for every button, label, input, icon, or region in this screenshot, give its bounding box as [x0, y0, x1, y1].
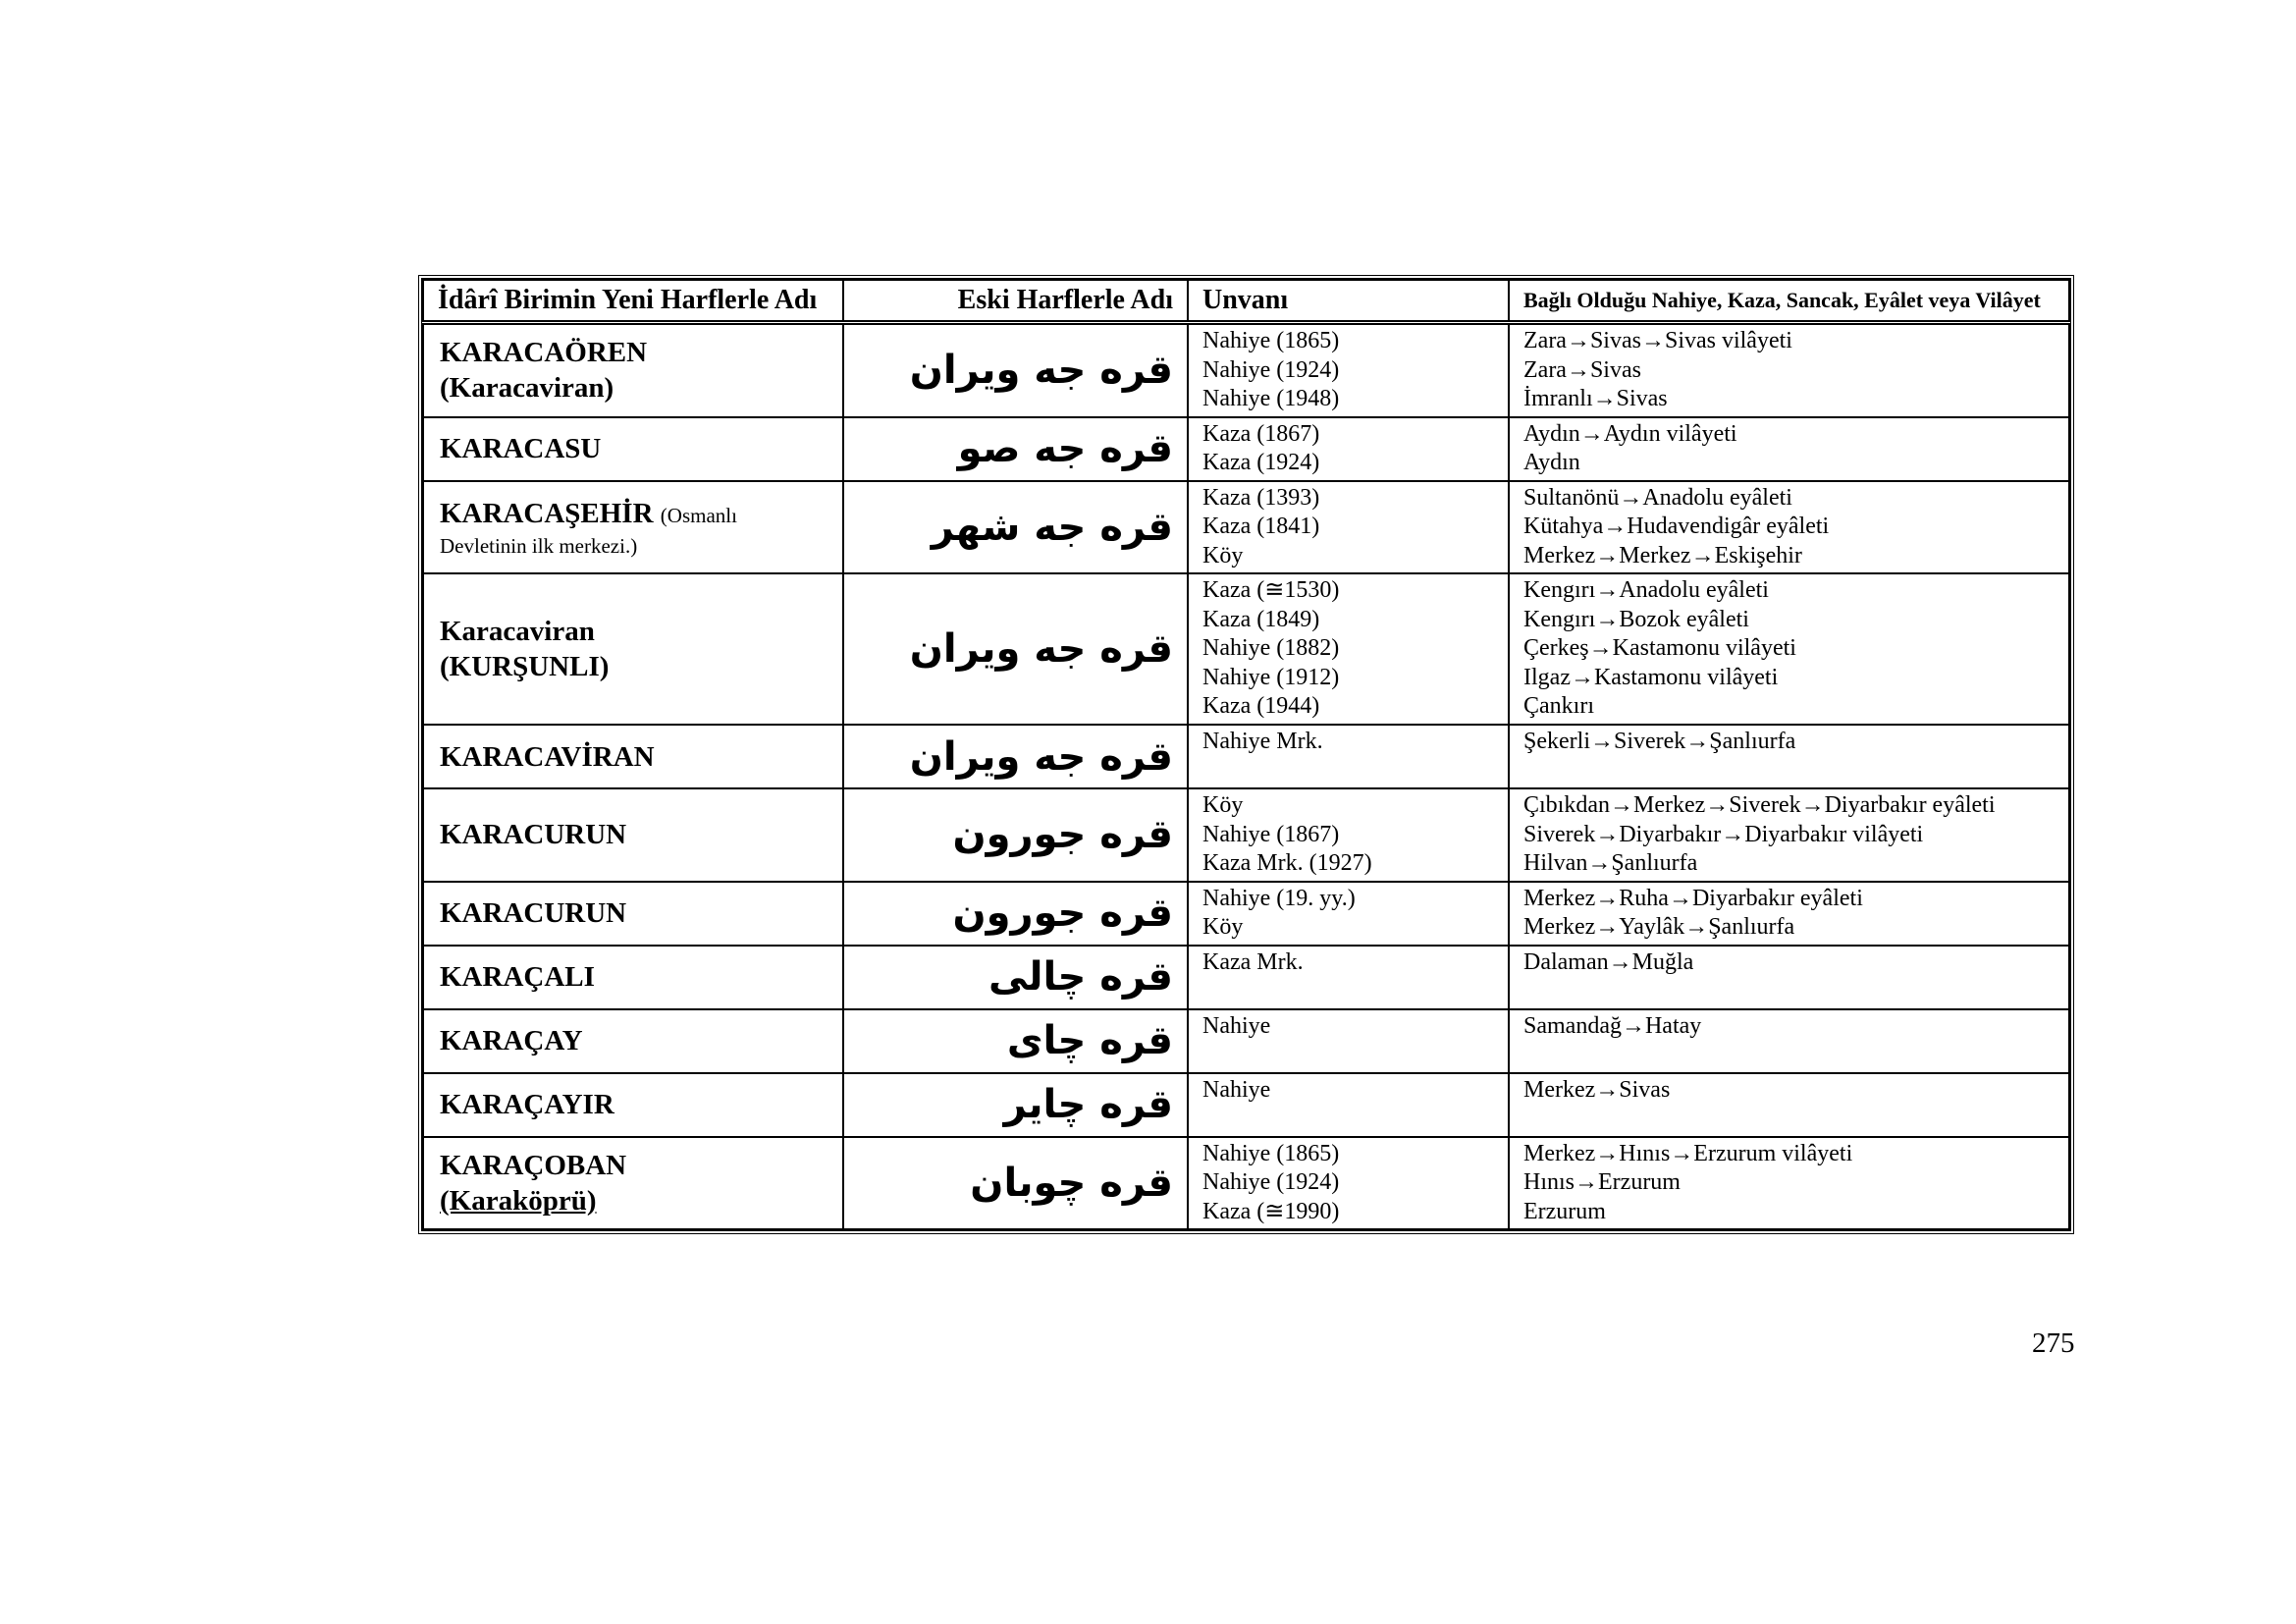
affiliation-entry: Dalaman→Muğla [1523, 948, 1694, 975]
title-entry: Kaza (1924) [1202, 450, 1320, 475]
affiliation-cell [1509, 1137, 2069, 1230]
title-cell [1188, 481, 1509, 574]
table-row [423, 946, 2069, 1009]
header-new-script-name: İdârî Birimin Yeni Harflerle Adı [423, 280, 843, 323]
unit-name: KARACAÖREN [440, 337, 648, 369]
unit-name-cell [423, 788, 843, 882]
old-script-cell [843, 946, 1188, 1009]
admin-units-table-frame [418, 275, 2074, 1234]
old-script-cell [843, 573, 1188, 725]
old-script-cell [843, 788, 1188, 882]
unit-name-cell [423, 417, 843, 481]
old-script-cell [843, 1137, 1188, 1230]
old-script-name: قره جه ويران [909, 626, 1173, 672]
affiliation-entry: Kengırı→Anadolu eyâleti [1523, 577, 1769, 603]
title-cell [1188, 1009, 1509, 1073]
old-script-cell [843, 1073, 1188, 1137]
unit-alt-name: (Karacaviran) [440, 372, 614, 405]
table-row [423, 1073, 2069, 1137]
unit-name: KARACASU [440, 433, 602, 464]
unit-name: Karacaviran [440, 616, 595, 647]
title-entry: Köy [1202, 792, 1244, 818]
old-script-cell [843, 882, 1188, 946]
unit-alt-name: (Karaköprü) [440, 1184, 597, 1217]
affiliation-entry: Merkez→Hınıs→Erzurum vilâyeti [1523, 1140, 1853, 1166]
title-entry: Nahiye [1202, 1076, 1271, 1103]
old-script-name: قره جه شهر [931, 504, 1173, 550]
title-cell [1188, 725, 1509, 788]
title-cell [1188, 788, 1509, 882]
unit-name-cell [423, 946, 843, 1009]
unit-note: (Osmanlı [660, 503, 737, 527]
affiliation-entry: Merkez→Merkez→Eskişehir [1523, 542, 1802, 568]
affiliation-cell [1509, 725, 2069, 788]
title-entry: Nahiye [1202, 1012, 1271, 1039]
title-entry: Nahiye (1948) [1202, 386, 1340, 411]
old-script-name: قره جه ويران [909, 348, 1173, 394]
old-script-name: قره جه ويران [909, 733, 1173, 780]
title-entry: Nahiye (1882) [1202, 635, 1340, 661]
unit-name: KARAÇAY [440, 1025, 583, 1056]
title-cell [1188, 1073, 1509, 1137]
old-script-cell [843, 1009, 1188, 1073]
title-entry: Nahiye (1924) [1202, 356, 1340, 383]
unit-name-cell [423, 1009, 843, 1073]
affiliation-entry: İmranlı→Sivas [1523, 386, 1668, 411]
affiliation-entry: Zara→Sivas→Sivas vilâyeti [1523, 328, 1792, 353]
old-script-name: قره چالى [988, 954, 1173, 1000]
table-row [423, 323, 2069, 417]
unit-name-cell [423, 725, 843, 788]
table-header-row [423, 280, 2069, 323]
old-script-cell [843, 725, 1188, 788]
affiliation-cell [1509, 1073, 2069, 1137]
table-row [423, 417, 2069, 481]
title-entry: Kaza (1867) [1202, 420, 1320, 447]
old-script-name: قره جه صو [957, 426, 1173, 471]
unit-name-cell [423, 1073, 843, 1137]
unit-note-continued: Devletinin ilk merkezi.) [440, 533, 638, 558]
affiliation-cell [1509, 1009, 2069, 1073]
affiliation-cell [1509, 882, 2069, 946]
title-entry: Nahiye (1865) [1202, 328, 1340, 353]
affiliation-entry: Siverek→Diyarbakır→Diyarbakır vilâyeti [1523, 821, 1924, 847]
unit-name-cell [423, 481, 843, 574]
title-entry: Kaza (≅1530) [1202, 577, 1340, 603]
affiliation-entry: Kütahya→Hudavendigâr eyâleti [1523, 514, 1830, 539]
table-row [423, 1137, 2069, 1230]
old-script-name: قره چاير [1003, 1082, 1173, 1127]
old-script-cell [843, 481, 1188, 574]
table-row [423, 1009, 2069, 1073]
admin-units-table [422, 279, 2070, 1230]
affiliation-entry: Zara→Sivas [1523, 356, 1641, 383]
title-entry: Kaza (1841) [1202, 514, 1320, 539]
title-cell [1188, 1137, 1509, 1230]
unit-name-cell [423, 573, 843, 725]
title-entry: Kaza (1849) [1202, 606, 1320, 632]
affiliation-entry: Çıbıkdan→Merkez→Siverek→Diyarbakır eyâleti [1523, 792, 1996, 818]
unit-name-cell [423, 882, 843, 946]
title-entry: Nahiye (19. yy.) [1202, 885, 1356, 911]
old-script-cell [843, 323, 1188, 417]
title-entry: Kaza (≅1990) [1202, 1198, 1340, 1224]
title-entry: Nahiye (1865) [1202, 1140, 1340, 1166]
affiliation-entry: Samandağ→Hatay [1523, 1012, 1702, 1039]
affiliation-entry: Merkez→Ruha→Diyarbakır eyâleti [1523, 885, 1863, 911]
unit-name: KARACAŞEHİR [440, 497, 654, 529]
title-entry: Kaza Mrk. [1202, 948, 1304, 975]
title-cell [1188, 946, 1509, 1009]
affiliation-entry: Kengırı→Bozok eyâleti [1523, 606, 1749, 632]
affiliation-entry: Merkez→Yaylâk→Şanlıurfa [1523, 914, 1795, 940]
affiliation-entry: Çankırı [1523, 693, 1594, 719]
title-entry: Nahiye (1924) [1202, 1169, 1340, 1195]
affiliation-entry: Hilvan→Şanlıurfa [1523, 850, 1698, 876]
affiliation-entry: Hınıs→Erzurum [1523, 1169, 1681, 1195]
affiliation-entry: Çerkeş→Kastamonu vilâyeti [1523, 635, 1796, 661]
unit-name: KARACURUN [440, 897, 627, 929]
affiliation-entry: Ilgaz→Kastamonu vilâyeti [1523, 664, 1779, 690]
old-script-name: قره چوبان [970, 1160, 1173, 1206]
affiliation-cell [1509, 788, 2069, 882]
affiliation-cell [1509, 323, 2069, 417]
unit-name-cell [423, 1137, 843, 1230]
title-entry: Nahiye (1867) [1202, 821, 1340, 847]
affiliation-entry: Şekerli→Siverek→Şanlıurfa [1523, 729, 1796, 754]
affiliation-entry: Aydın [1523, 450, 1580, 475]
header-old-script-name: Eski Harflerle Adı [843, 280, 1188, 323]
unit-name-cell [423, 323, 843, 417]
unit-alt-name: (KURŞUNLI) [440, 651, 610, 682]
title-cell [1188, 573, 1509, 725]
title-cell [1188, 417, 1509, 481]
affiliation-cell [1509, 481, 2069, 574]
affiliation-cell [1509, 573, 2069, 725]
unit-name: KARAÇAYIR [440, 1089, 614, 1120]
affiliation-entry: Merkez→Sivas [1523, 1076, 1671, 1103]
title-entry: Kaza Mrk. (1927) [1202, 850, 1372, 876]
table-row [423, 788, 2069, 882]
table-row [423, 573, 2069, 725]
unit-name: KARAÇOBAN [440, 1149, 627, 1181]
title-entry: Nahiye (1912) [1202, 664, 1340, 690]
page-number: 275 [2032, 1327, 2075, 1359]
title-entry: Kaza (1944) [1202, 693, 1320, 719]
old-script-name: قره چاى [1006, 1018, 1173, 1063]
affiliation-entry: Sultanönü→Anadolu eyâleti [1523, 484, 1792, 511]
table-row [423, 481, 2069, 574]
title-cell [1188, 882, 1509, 946]
old-script-cell [843, 417, 1188, 481]
header-affiliation: Bağlı Olduğu Nahiye, Kaza, Sancak, Eyâlet veya Vilâyet [1509, 280, 2069, 323]
unit-name: KARACURUN [440, 819, 627, 851]
affiliation-cell [1509, 946, 2069, 1009]
title-entry: Nahiye Mrk. [1202, 729, 1323, 754]
affiliation-entry: Aydın→Aydın vilâyeti [1523, 420, 1737, 447]
old-script-name: قره جورون [952, 812, 1173, 858]
unit-name: KARACAVİRAN [440, 740, 655, 773]
title-entry: Köy [1202, 542, 1244, 568]
affiliation-entry: Erzurum [1523, 1198, 1606, 1224]
affiliation-cell [1509, 417, 2069, 481]
title-entry: Köy [1202, 914, 1244, 940]
unit-name: KARAÇALI [440, 961, 595, 993]
header-title: Unvanı [1188, 280, 1509, 323]
table-row [423, 725, 2069, 788]
old-script-name: قره جورون [952, 891, 1173, 936]
title-cell [1188, 323, 1509, 417]
title-entry: Kaza (1393) [1202, 484, 1320, 511]
table-row [423, 882, 2069, 946]
